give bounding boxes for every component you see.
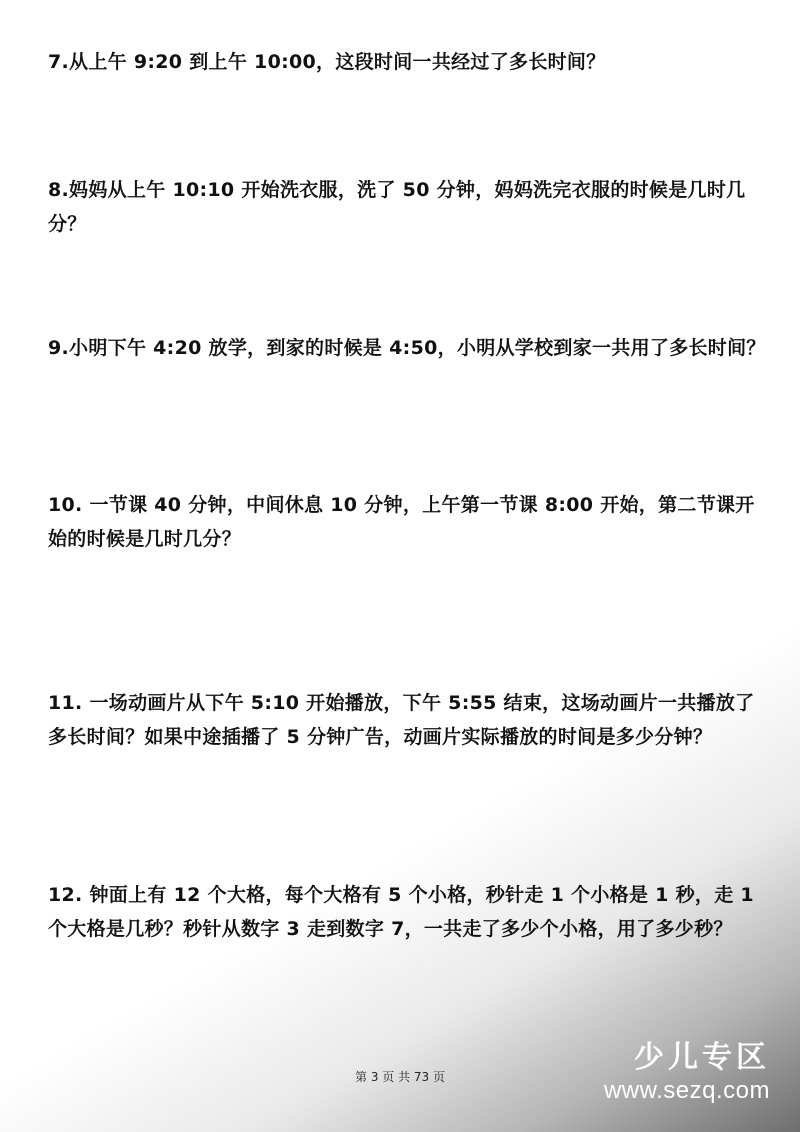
question-text: 一场动画片从下午 5:10 开始播放，下午 5:55 结束，这场动画片一共播放了多长时间？如果中途插播了 5 分钟广告，动画片实际播放的时间是多少分钟？	[48, 692, 755, 748]
question-text: 小明下午 4:20 放学，到家的时候是 4:50，小明从学校到家一共用了多长时间？	[69, 337, 766, 359]
question-number: 7.	[48, 51, 70, 73]
watermark-url: www.sezq.com	[603, 1077, 770, 1104]
question-12	[48, 878, 768, 946]
question-number: 12.	[48, 884, 83, 906]
question-10	[48, 488, 768, 556]
question-number: 9.	[48, 337, 70, 359]
question-8	[48, 173, 768, 241]
question-text: 一节课 40 分钟，中间休息 10 分钟，上午第一节课 8:00 开始，第二节课开始的时候是几时几分？	[48, 494, 755, 550]
question-11	[48, 686, 768, 754]
question-number: 8.	[48, 179, 70, 201]
question-text: 钟面上有 12 个大格，每个大格有 5 个小格，秒针走 1 个小格是 1 秒，走 1 个大格是几秒？秒针从数字 3 走到数字 7，一共走了多少个小格，用了多少秒？	[48, 884, 754, 940]
watermark	[604, 1040, 770, 1106]
question-9	[48, 331, 768, 365]
watermark-title: 少儿专区	[634, 1040, 770, 1075]
question-7	[48, 45, 768, 79]
page-number-footer: 第 3 页 共 73 页	[355, 1070, 445, 1084]
question-number: 10.	[48, 494, 83, 516]
question-text: 妈妈从上午 10:10 开始洗衣服，洗了 50 分钟，妈妈洗完衣服的时候是几时几分？	[48, 179, 746, 235]
question-number: 11.	[48, 692, 83, 714]
question-text: 从上午 9:20 到上午 10:00，这段时间一共经过了多长时间？	[69, 51, 606, 73]
